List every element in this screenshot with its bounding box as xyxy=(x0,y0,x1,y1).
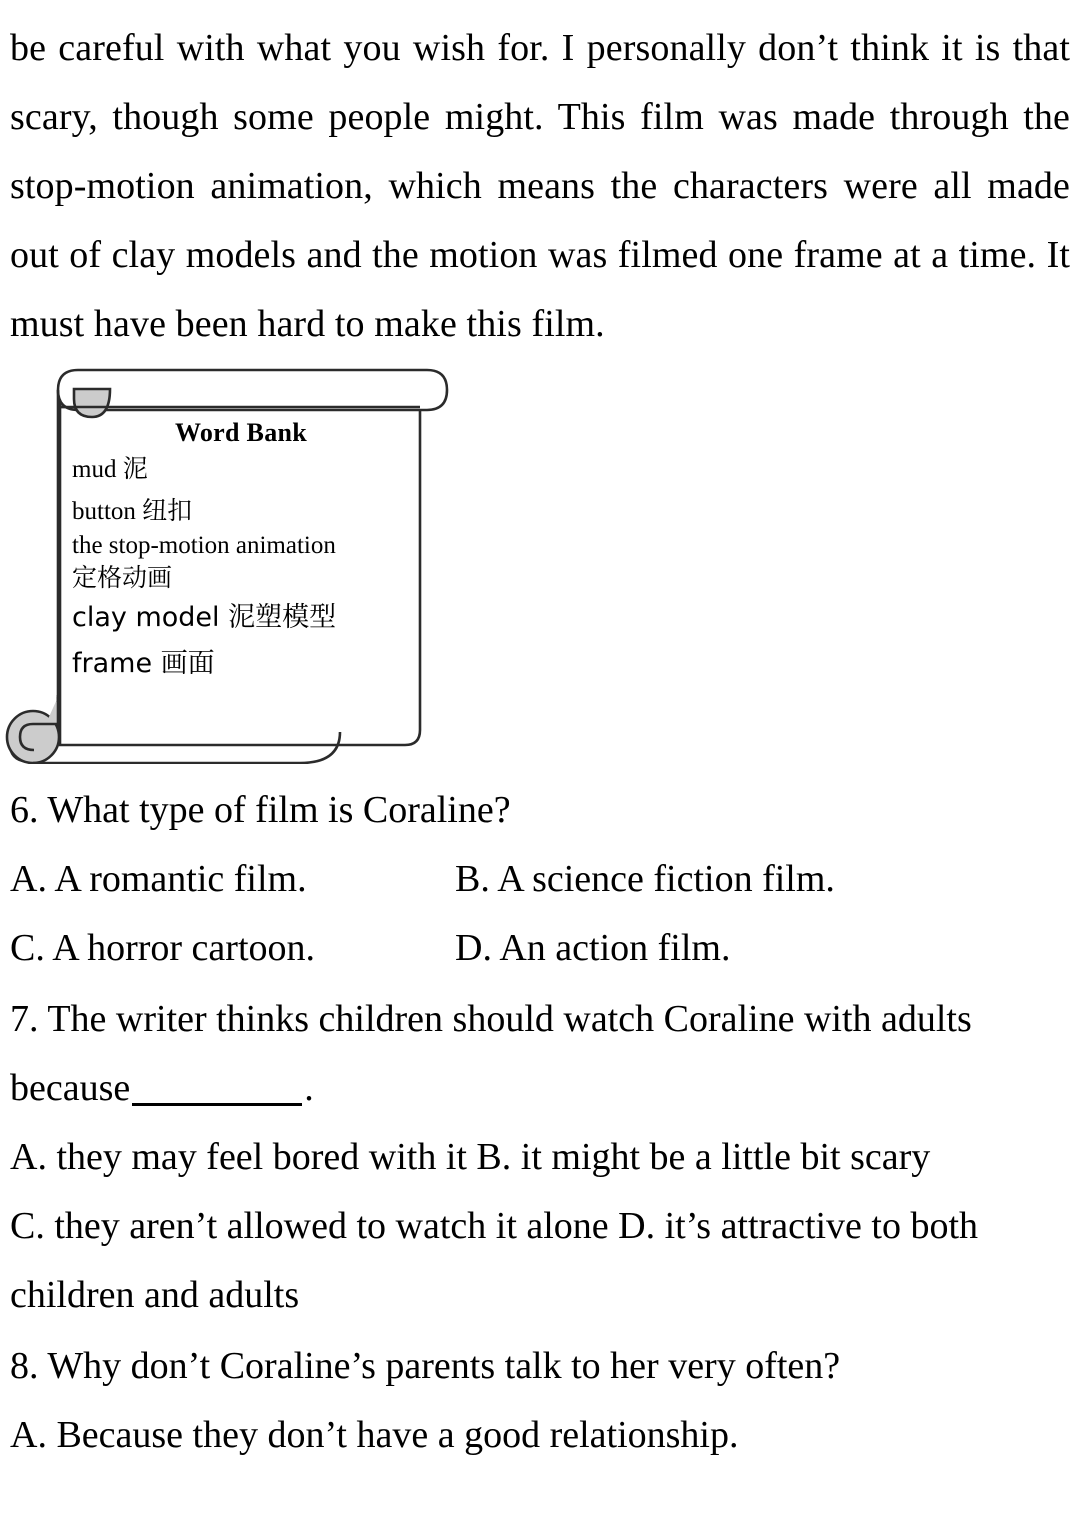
question-8-stem: 8. Why don’t Coraline’s parents talk to her very often? xyxy=(10,1345,841,1387)
question-7-stem-line-1: 7. The writer thinks children should watch Coraline with adults xyxy=(10,998,972,1040)
question-7 xyxy=(10,985,1070,1330)
reading-passage xyxy=(10,14,1070,359)
question-7-options-line-1[interactable]: A. they may feel bored with it B. it might be a little bit scary xyxy=(10,1136,931,1178)
answer-blank[interactable] xyxy=(132,1069,302,1106)
question-6-options-row-1 xyxy=(10,845,1070,914)
question-6-option-c[interactable]: C. A horror cartoon. xyxy=(10,927,316,969)
word-bank-entry-claymodel: clay model 泥塑模型 xyxy=(72,602,337,633)
passage-text: be careful with what you wish for. I personally don’t think it is that scary, though some people might. This film was made through the stop-motion animation, which means the characters were all made out of clay models and the motion was filmed one frame at a time. It must have been hard to make this film. xyxy=(10,27,1070,345)
word-bank-entry-mud: mud 泥 xyxy=(72,456,148,483)
question-8-option-a[interactable]: A. Because they don’t have a good relationship. xyxy=(10,1414,739,1456)
scroll-top-curl xyxy=(74,389,110,417)
question-7-stem-line-2 xyxy=(10,1054,1070,1123)
word-bank-spacer xyxy=(62,487,402,495)
word-bank-entry-button: button 纽扣 xyxy=(72,498,193,525)
question-6-option-b[interactable]: B. A science fiction film. xyxy=(455,858,835,900)
question-6-option-a[interactable]: A. A romantic film. xyxy=(10,858,307,900)
word-bank-title: Word Bank xyxy=(174,418,308,447)
question-8 xyxy=(10,1332,1070,1470)
word-bank-entry-stopmotion-cn: 定格动画 xyxy=(72,565,173,592)
word-bank-entry-stopmotion: the stop-motion animation xyxy=(72,532,336,559)
question-7-options-line-3[interactable]: children and adults xyxy=(10,1274,300,1316)
question-7-period: . xyxy=(304,1067,314,1109)
question-6-option-d[interactable]: D. An action film. xyxy=(455,927,731,969)
word-bank-entry-frame: frame 画面 xyxy=(72,648,215,679)
word-bank-content xyxy=(62,418,402,687)
question-6-options-row-2 xyxy=(10,914,1070,983)
word-bank-scroll xyxy=(0,352,470,764)
question-7-because-label: because xyxy=(10,1067,131,1109)
question-6 xyxy=(10,776,1070,983)
question-6-stem: 6. What type of film is Coraline? xyxy=(10,789,511,831)
scroll-top-roll xyxy=(58,370,447,410)
question-7-options-line-2[interactable]: C. they aren’t allowed to watch it alone D. it’s attractive to both xyxy=(10,1205,979,1247)
